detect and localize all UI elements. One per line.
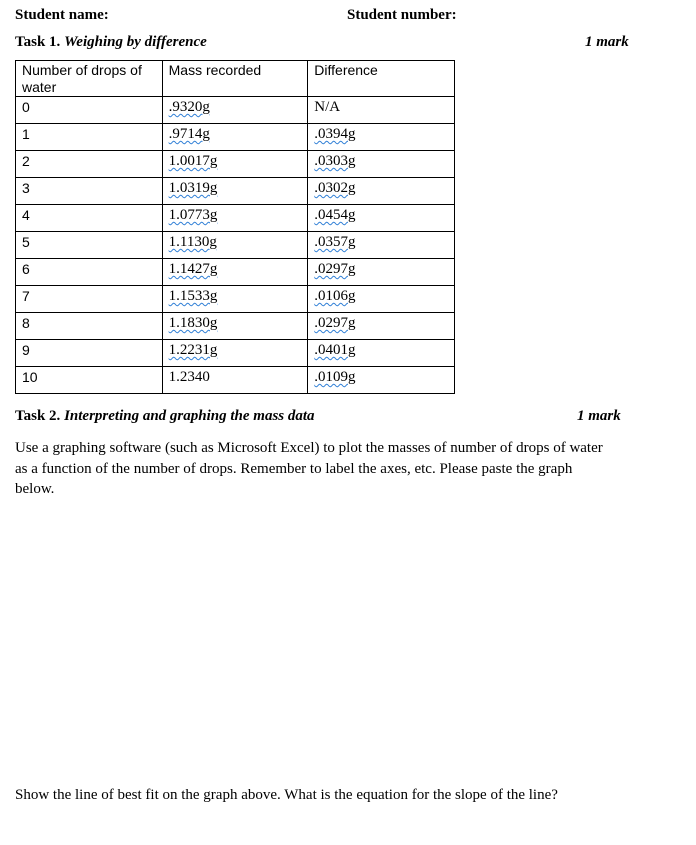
difference-cell-value: .0106g: [314, 288, 356, 304]
task1-label: Task 1.: [15, 34, 61, 50]
mass-cell: 1.2340: [162, 367, 308, 394]
mass-cell-value: .9714g: [168, 126, 210, 142]
drops-cell: 7: [16, 286, 163, 313]
task1-title: Weighing by difference: [64, 34, 207, 50]
mass-cell-value: 1.2231g: [168, 342, 218, 358]
task2-mark: 1 mark: [577, 408, 621, 424]
drops-cell: 1: [16, 124, 163, 151]
mass-cell: [162, 151, 308, 178]
difference-cell: [308, 178, 455, 205]
mass-cell-value: 1.1830g: [168, 315, 218, 331]
task2-instructions: Use a graphing software (such as Microsoft Excel) to plot the masses of number of drops of water as a function of the number of drops. Remember to label the axes, etc. Please paste the graph below.: [15, 440, 603, 497]
drops-cell: 8: [16, 313, 163, 340]
mass-cell-value: 1.0017g: [168, 153, 218, 169]
drops-cell: 10: [16, 367, 163, 394]
difference-cell: [308, 313, 455, 340]
difference-cell-value: .0297g: [314, 261, 356, 277]
mass-cell: [162, 178, 308, 205]
drops-cell: 5: [16, 232, 163, 259]
difference-cell-value: .0454g: [314, 207, 356, 223]
mass-cell-value: 1.1130g: [168, 234, 217, 250]
header-drops: Number of drops of water: [16, 61, 163, 97]
table-row: [16, 340, 455, 367]
drops-cell: 6: [16, 259, 163, 286]
difference-cell: N/A: [308, 97, 455, 124]
task2-label: Task 2.: [15, 408, 61, 424]
task1-heading: [15, 34, 207, 51]
header-mass: Mass recorded: [162, 61, 308, 97]
drops-cell: 2: [16, 151, 163, 178]
table-row: [16, 178, 455, 205]
mass-cell: [162, 259, 308, 286]
difference-cell-value: .0109g: [314, 369, 356, 385]
difference-cell: [308, 367, 455, 394]
table-row: [16, 205, 455, 232]
table-row: [16, 151, 455, 178]
drops-cell: 0: [16, 97, 163, 124]
weighing-table: [15, 60, 455, 394]
mass-cell: [162, 313, 308, 340]
mass-cell: [162, 232, 308, 259]
difference-cell: [308, 232, 455, 259]
difference-cell: [308, 205, 455, 232]
mass-cell: [162, 340, 308, 367]
difference-cell-value: .0401g: [314, 342, 356, 358]
graph-paste-area[interactable]: [15, 505, 675, 775]
table-row: [16, 124, 455, 151]
header-difference: Difference: [308, 61, 455, 97]
task2-question: Show the line of best fit on the graph above. What is the equation for the slope of the line?: [15, 787, 558, 803]
difference-cell-value: .0394g: [314, 126, 356, 142]
table-row: [16, 313, 455, 340]
mass-cell: [162, 97, 308, 124]
difference-cell: [308, 286, 455, 313]
difference-cell: [308, 151, 455, 178]
table-row: [16, 259, 455, 286]
student-name-label: Student name:: [15, 7, 109, 23]
drops-cell: 4: [16, 205, 163, 232]
table-row: [16, 367, 455, 394]
difference-cell: [308, 340, 455, 367]
table-row: [16, 97, 455, 124]
mass-cell-value: 1.1533g: [168, 288, 218, 304]
difference-cell: [308, 259, 455, 286]
difference-cell-value: .0297g: [314, 315, 356, 331]
mass-cell: [162, 205, 308, 232]
table-row: [16, 232, 455, 259]
student-number-label: Student number:: [347, 7, 457, 23]
mass-cell: [162, 286, 308, 313]
difference-cell-value: .0357g: [314, 234, 356, 250]
table-header-row: [16, 61, 455, 97]
difference-cell-value: .0303g: [314, 153, 356, 169]
mass-cell: [162, 124, 308, 151]
mass-cell-value: 1.0773g: [168, 207, 218, 223]
table-row: [16, 286, 455, 313]
mass-cell-value: .9320g: [168, 99, 210, 115]
header: [15, 7, 681, 27]
drops-cell: 9: [16, 340, 163, 367]
drops-cell: 3: [16, 178, 163, 205]
task1-mark: 1 mark: [585, 34, 629, 50]
mass-cell-value: 1.1427g: [168, 261, 218, 277]
task2-title: Interpreting and graphing the mass data: [64, 408, 315, 424]
difference-cell-value: .0302g: [314, 180, 356, 196]
difference-cell: [308, 124, 455, 151]
mass-cell-value: 1.0319g: [168, 180, 218, 196]
task2-heading: [15, 408, 315, 425]
